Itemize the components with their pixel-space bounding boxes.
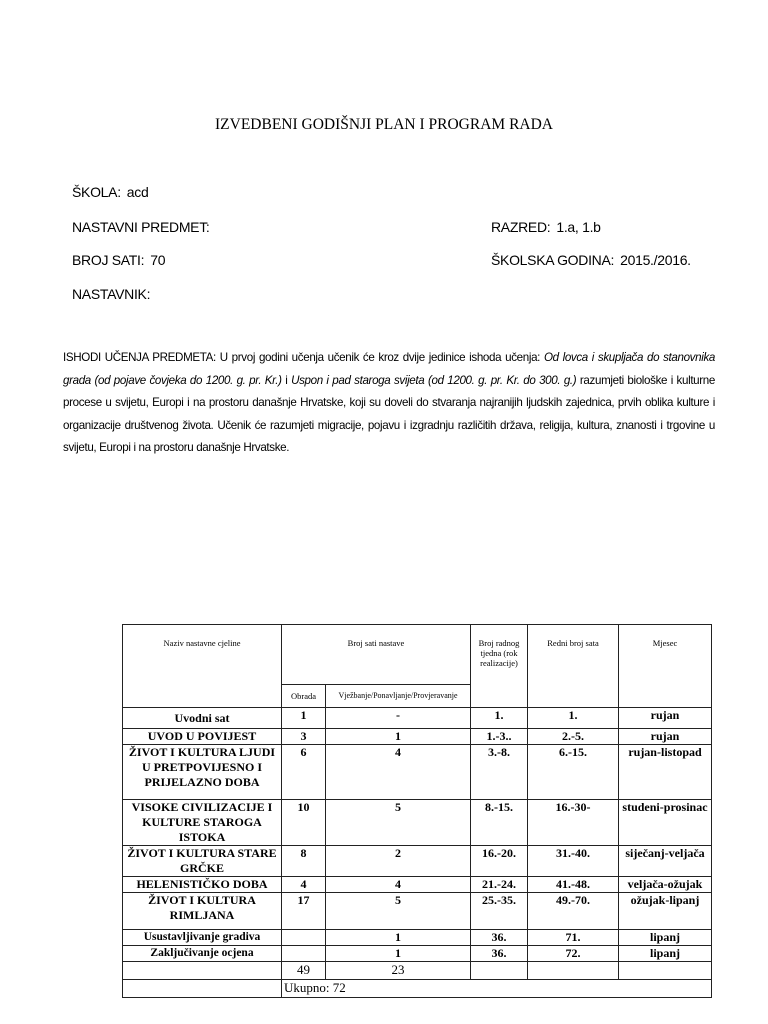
week-cell: 36. [471,946,528,962]
subject-line [72,219,210,235]
table-row [123,745,712,800]
unit-name-cell: VISOKE CIVILIZACIJE I KULTURE STAROGA ISTOKA [123,800,282,846]
new-content-hours-cell: 1 [282,708,326,729]
school-year-label: ŠKOLSKA GODINA: [491,252,615,268]
unit-name-cell: ŽIVOT I KULTURA RIMLJANA [123,893,282,930]
week-cell: 1. [471,708,528,729]
header-practice: Vježbanje/Ponavljanje/Provjeravanje [326,685,471,708]
total-empty-cell [528,962,619,980]
practice-hours-cell: - [326,708,471,729]
teacher-label: NASTAVNIK: [72,286,151,302]
unit-name-cell: ŽIVOT I KULTURA STARE GRČKE [123,846,282,877]
grade-label: RAZRED: [491,219,551,235]
header-hours: Broj sati nastave [282,625,471,685]
lesson-number-cell: 1. [528,708,619,729]
school-year-line [491,252,691,268]
practice-hours-cell: 1 [326,946,471,962]
week-cell: 25.-35. [471,893,528,930]
new-content-hours-cell: 4 [282,877,326,893]
month-cell: veljača-ožujak [619,877,712,893]
practice-hours-cell: 5 [326,800,471,846]
lesson-number-cell: 31.-40. [528,846,619,877]
total-empty-cell [471,962,528,980]
week-cell: 8.-15. [471,800,528,846]
table-header-row [123,625,712,685]
hours-line [72,252,165,268]
table-row [123,846,712,877]
outcomes-lead: ISHODI UČENJA PREDMETA: U prvoj godini učenja učenik će kroz dvije jedinice ishoda učenja: [63,351,544,364]
table-row [123,877,712,893]
school-value: acd [126,184,149,200]
outcomes-join: i [281,373,292,387]
outcomes-unit-2: Uspon i pad staroga svijeta (od 1200. g. pr. Kr. do 300. g.) [291,373,577,387]
header-new-content: Obrada [282,685,326,708]
lesson-number-cell: 71. [528,930,619,946]
practice-hours-cell: 4 [326,745,471,800]
new-content-hours-cell [282,946,326,962]
practice-hours-cell: 2 [326,846,471,877]
month-cell: rujan [619,708,712,729]
header-week: Broj radnog tjedna (rok realizacije) [471,625,528,708]
week-cell: 1.-3.. [471,729,528,745]
plan-table [122,624,712,998]
learning-outcomes-paragraph [63,347,715,460]
document-title: IZVEDBENI GODIŠNJI PLAN I PROGRAM RADA [215,116,553,133]
lesson-number-cell: 16.-30- [528,800,619,846]
month-cell: lipanj [619,930,712,946]
header-ordinal: Redni broj sata [528,625,619,708]
month-cell: studeni-prosinac [619,800,712,846]
outcomes-unit-1: Od lovca i skupljača do stanovnika grada (od pojave čovjeka do 1200. g. pr. Kr.) [63,351,715,387]
outcomes-rest: razumjeti biološke i kulturne procese u svijetu, Europi i na prostoru današnje Hrvatske, koji su doveli do stvaranja najranijih ljudskih zajednica, prvih oblika kulture i organizacije društvenog života. Učenik će razumjeti migracije, pojavu i izgradnju različitih država, religija, kultura, znanosti i trgovine u svijetu, Europi i na prostoru današnje Hrvatske. [63,373,715,455]
practice-hours-cell: 4 [326,877,471,893]
month-cell: ožujak-lipanj [619,893,712,930]
week-cell: 21.-24. [471,877,528,893]
week-cell: 16.-20. [471,846,528,877]
month-cell: rujan-listopad [619,745,712,800]
practice-hours-cell: 1 [326,930,471,946]
table-row [123,946,712,962]
lesson-number-cell: 72. [528,946,619,962]
unit-name-cell: UVOD U POVIJEST [123,729,282,745]
new-content-hours-cell: 10 [282,800,326,846]
teacher-line [72,286,150,302]
total-new-cell: 49 [282,962,326,980]
week-cell: 3.-8. [471,745,528,800]
table-row [123,930,712,946]
total-empty-cell [619,962,712,980]
header-month: Mjesec [619,625,712,708]
unit-name-cell: Usustavljivanje gradiva [123,930,282,946]
school-year-value: 2015./2016. [620,252,691,268]
grade-line [491,219,601,235]
school-line [72,184,148,200]
hours-value: 70 [150,252,166,268]
lesson-number-cell: 2.-5. [528,729,619,745]
table-row [123,729,712,745]
lesson-number-cell: 41.-48. [528,877,619,893]
lesson-number-cell: 49.-70. [528,893,619,930]
month-cell: lipanj [619,946,712,962]
school-label: ŠKOLA: [72,184,121,200]
grand-total-row [123,980,712,998]
total-practice-cell: 23 [326,962,471,980]
subject-label: NASTAVNI PREDMET: [72,219,210,235]
unit-name-cell: ŽIVOT I KULTURA LJUDI U PRETPOVIJESNO I PRIJELAZNO DOBA [123,745,282,800]
header-unit: Naziv nastavne cjeline [123,625,282,708]
new-content-hours-cell: 17 [282,893,326,930]
month-cell: rujan [619,729,712,745]
totals-label-cell [123,962,282,980]
grade-value: 1.a, 1.b [556,219,601,235]
table-row [123,708,712,729]
grand-total-cell: Ukupno: 72 [282,980,712,998]
table-row [123,893,712,930]
practice-hours-cell: 1 [326,729,471,745]
table-row [123,800,712,846]
practice-hours-cell: 5 [326,893,471,930]
unit-name-cell: HELENISTIČKO DOBA [123,877,282,893]
new-content-hours-cell [282,930,326,946]
lesson-number-cell: 6.-15. [528,745,619,800]
new-content-hours-cell: 6 [282,745,326,800]
unit-name-cell: Zaključivanje ocjena [123,946,282,962]
hours-label: BROJ SATI: [72,252,145,268]
new-content-hours-cell: 3 [282,729,326,745]
unit-name-cell: Uvodni sat [123,708,282,729]
week-cell: 36. [471,930,528,946]
grand-total-empty-cell [123,980,282,998]
totals-row [123,962,712,980]
new-content-hours-cell: 8 [282,846,326,877]
month-cell: siječanj-veljača [619,846,712,877]
